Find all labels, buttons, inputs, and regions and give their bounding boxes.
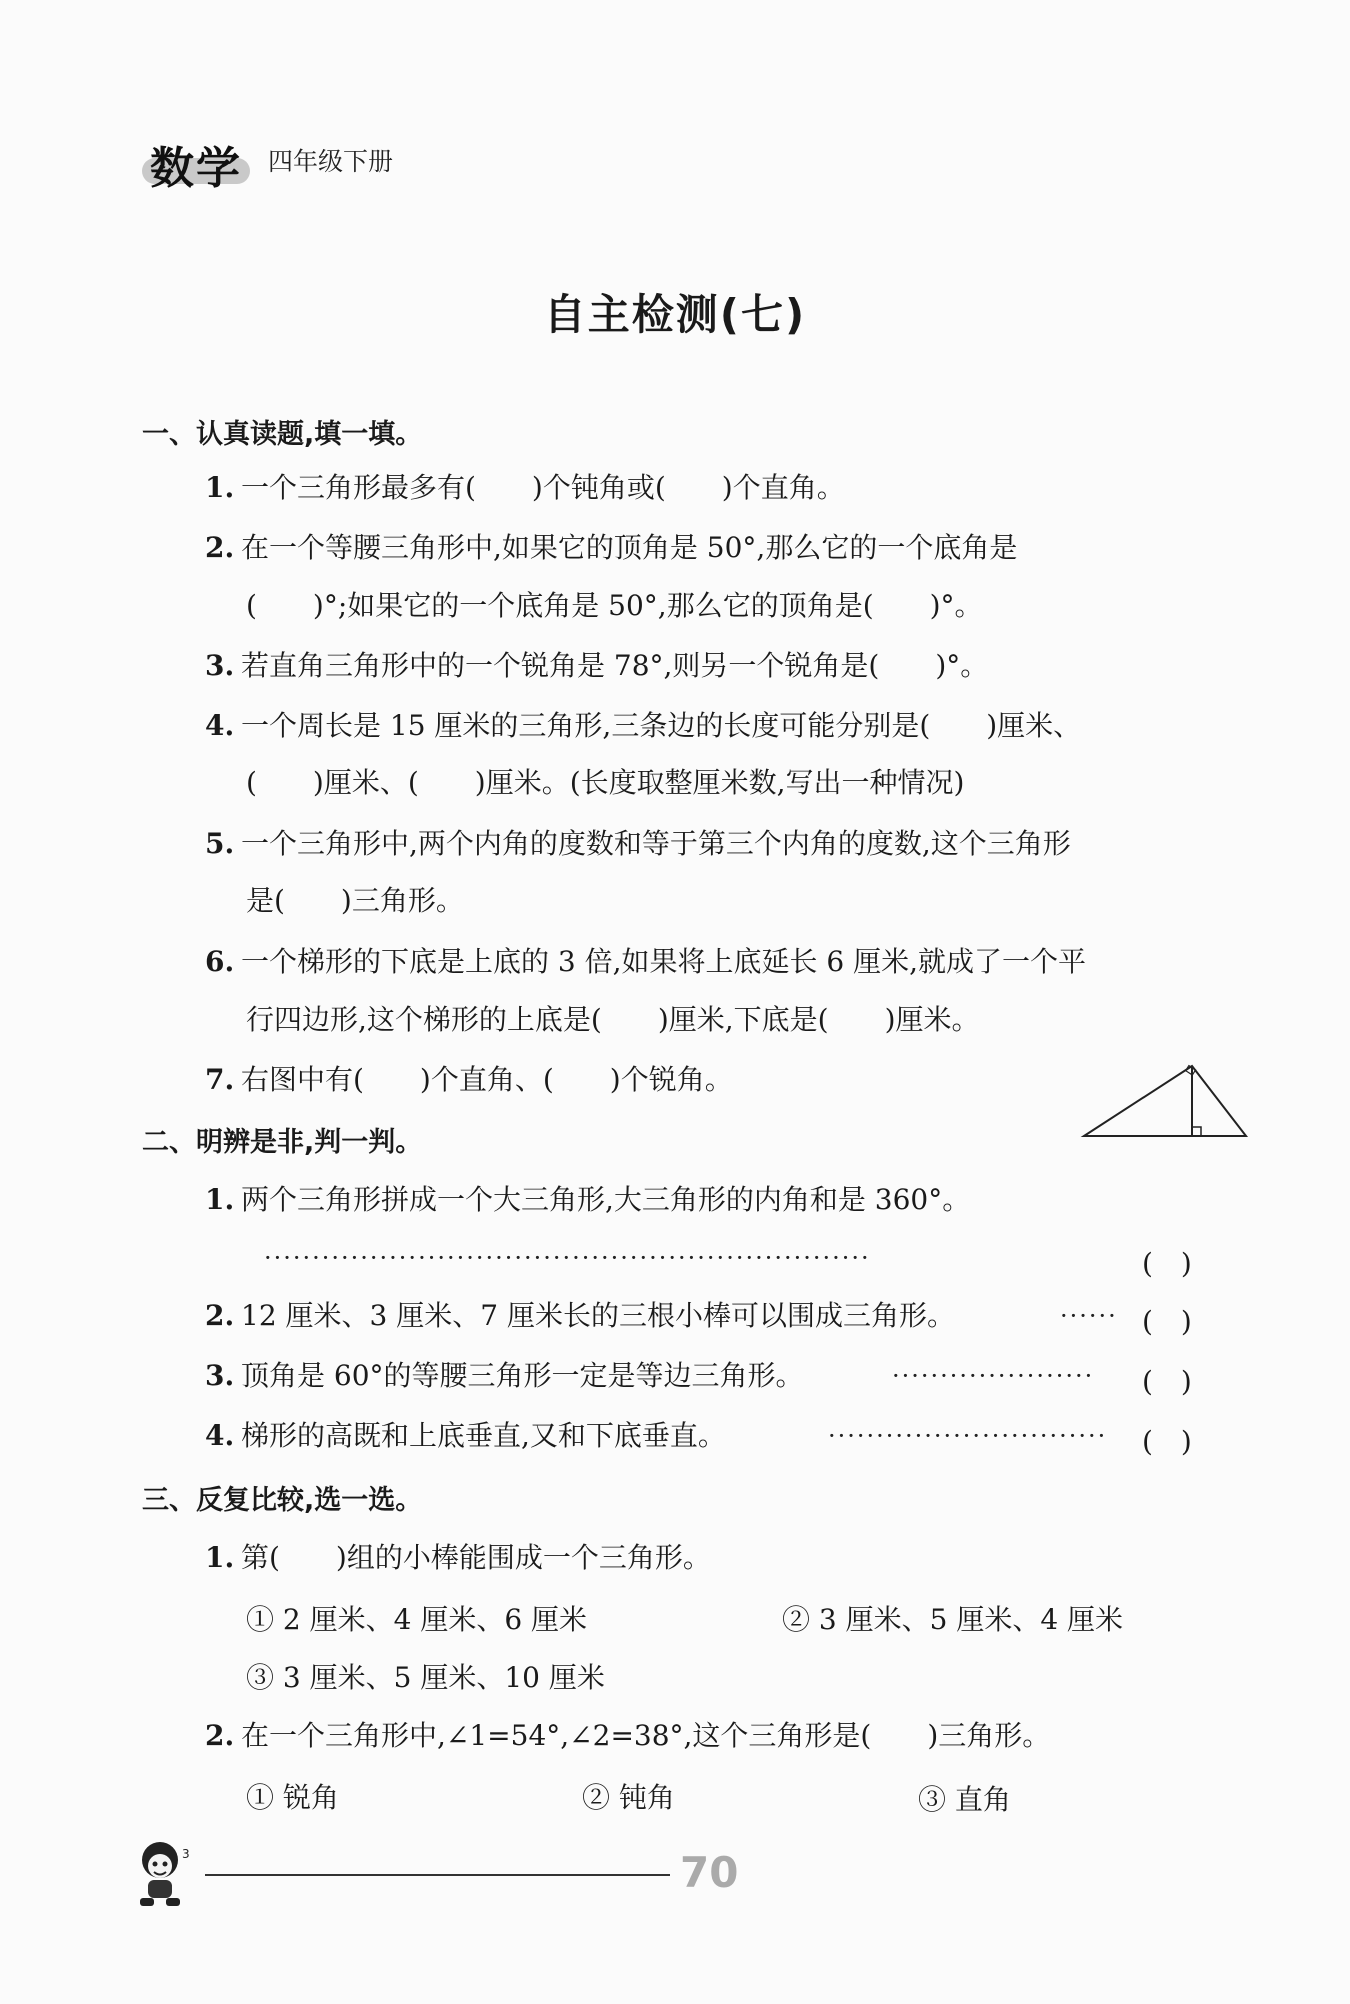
question-text: 右图中有( )个直角、( )个锐角。 — [241, 1063, 733, 1096]
question-number: 2. — [205, 1719, 235, 1752]
subject-label: 数学 — [150, 143, 242, 194]
s1-question-4-line2: ( )厘米、( )厘米。(长度取整厘米数,写出一种情况) — [246, 766, 965, 799]
question-number: 2. — [205, 531, 235, 564]
s1-question-5 — [205, 826, 1071, 862]
option-2: ② 钝角 — [582, 1781, 675, 1814]
option-3: ③ 3 厘米、5 厘米、10 厘米 — [246, 1661, 605, 1694]
question-text: 两个三角形拼成一个大三角形,大三角形的内角和是 360°。 — [241, 1183, 971, 1216]
question-text: 一个梯形的下底是上底的 3 倍,如果将上底延长 6 厘米,就成了一个平 — [241, 945, 1087, 978]
s1-question-6 — [205, 944, 1086, 980]
question-number: 3. — [205, 1359, 235, 1392]
page-number: 70 — [680, 1848, 739, 1897]
section3-heading: 三、反复比较,选一选。 — [142, 1485, 423, 1516]
s1-question-2-line2: ( )°;如果它的一个底角是 50°,那么它的顶角是( )°。 — [246, 589, 983, 622]
svg-text:3: 3 — [182, 1847, 190, 1861]
s1-question-4 — [205, 708, 1081, 744]
s1-question-5-line2: 是( )三角形。 — [246, 884, 464, 917]
triangle-figure — [1080, 1060, 1250, 1140]
s1-question-3 — [205, 648, 988, 684]
page-title: 自主检测(七) — [543, 290, 807, 339]
answer-parentheses: ( ) — [1142, 1365, 1192, 1398]
question-number: 2. — [205, 1299, 235, 1332]
answer-parentheses: ( ) — [1142, 1305, 1192, 1338]
question-number: 3. — [205, 649, 235, 682]
s3-question-2 — [205, 1718, 1050, 1754]
question-text: 在一个三角形中,∠1=54°,∠2=38°,这个三角形是( )三角形。 — [241, 1719, 1051, 1752]
question-text: 若直角三角形中的一个锐角是 78°,则另一个锐角是( )°。 — [241, 649, 989, 682]
question-text: 一个三角形中,两个内角的度数和等于第三个内角的度数,这个三角形 — [241, 827, 1071, 860]
question-number: 4. — [205, 709, 235, 742]
question-text: 12 厘米、3 厘米、7 厘米长的三根小棒可以围成三角形。 — [241, 1299, 955, 1332]
footer-rule — [205, 1874, 670, 1876]
option-2: ② 3 厘米、5 厘米、4 厘米 — [782, 1603, 1124, 1636]
question-number: 1. — [205, 1183, 235, 1216]
answer-parentheses: ( ) — [1142, 1425, 1192, 1458]
question-number: 7. — [205, 1063, 235, 1096]
option-3: ③ 直角 — [918, 1783, 1011, 1816]
question-number: 5. — [205, 827, 235, 860]
question-text: 一个三角形最多有( )个钝角或( )个直角。 — [241, 471, 845, 504]
leader-dots: ····························· — [828, 1422, 1108, 1450]
s1-question-2 — [205, 530, 1017, 566]
option-1: ① 2 厘米、4 厘米、6 厘米 — [246, 1603, 588, 1636]
s2-question-4 — [205, 1418, 726, 1454]
leader-dots: ······························································· — [264, 1244, 871, 1272]
question-text: 一个周长是 15 厘米的三角形,三条边的长度可能分别是( )厘米、 — [241, 709, 1082, 742]
option-1: ① 锐角 — [246, 1781, 339, 1814]
s3-question-1 — [205, 1540, 711, 1576]
s2-question-1 — [205, 1182, 970, 1218]
question-number: 1. — [205, 1541, 235, 1574]
s1-question-7 — [205, 1062, 733, 1098]
question-text: 在一个等腰三角形中,如果它的顶角是 50°,那么它的一个底角是 — [241, 531, 1018, 564]
s1-question-6-line2: 行四边形,这个梯形的上底是( )厘米,下底是( )厘米。 — [246, 1003, 980, 1036]
section1-heading: 一、认真读题,填一填。 — [142, 419, 423, 450]
s2-question-2 — [205, 1298, 955, 1334]
section2-heading: 二、明辨是非,判一判。 — [142, 1127, 423, 1158]
mascot-icon — [130, 1836, 200, 1916]
s1-question-1 — [205, 470, 845, 506]
question-number: 6. — [205, 945, 235, 978]
grade-label: 四年级下册 — [268, 147, 394, 176]
question-text: 第( )组的小棒能围成一个三角形。 — [241, 1541, 711, 1574]
question-number: 1. — [205, 471, 235, 504]
question-text: 梯形的高既和上底垂直,又和下底垂直。 — [241, 1419, 726, 1452]
question-number: 4. — [205, 1419, 235, 1452]
question-text: 顶角是 60°的等腰三角形一定是等边三角形。 — [241, 1359, 804, 1392]
leader-dots: ····················· — [892, 1362, 1095, 1390]
s2-question-3 — [205, 1358, 804, 1394]
answer-parentheses: ( ) — [1142, 1247, 1192, 1280]
leader-dots: ······ — [1060, 1302, 1118, 1330]
